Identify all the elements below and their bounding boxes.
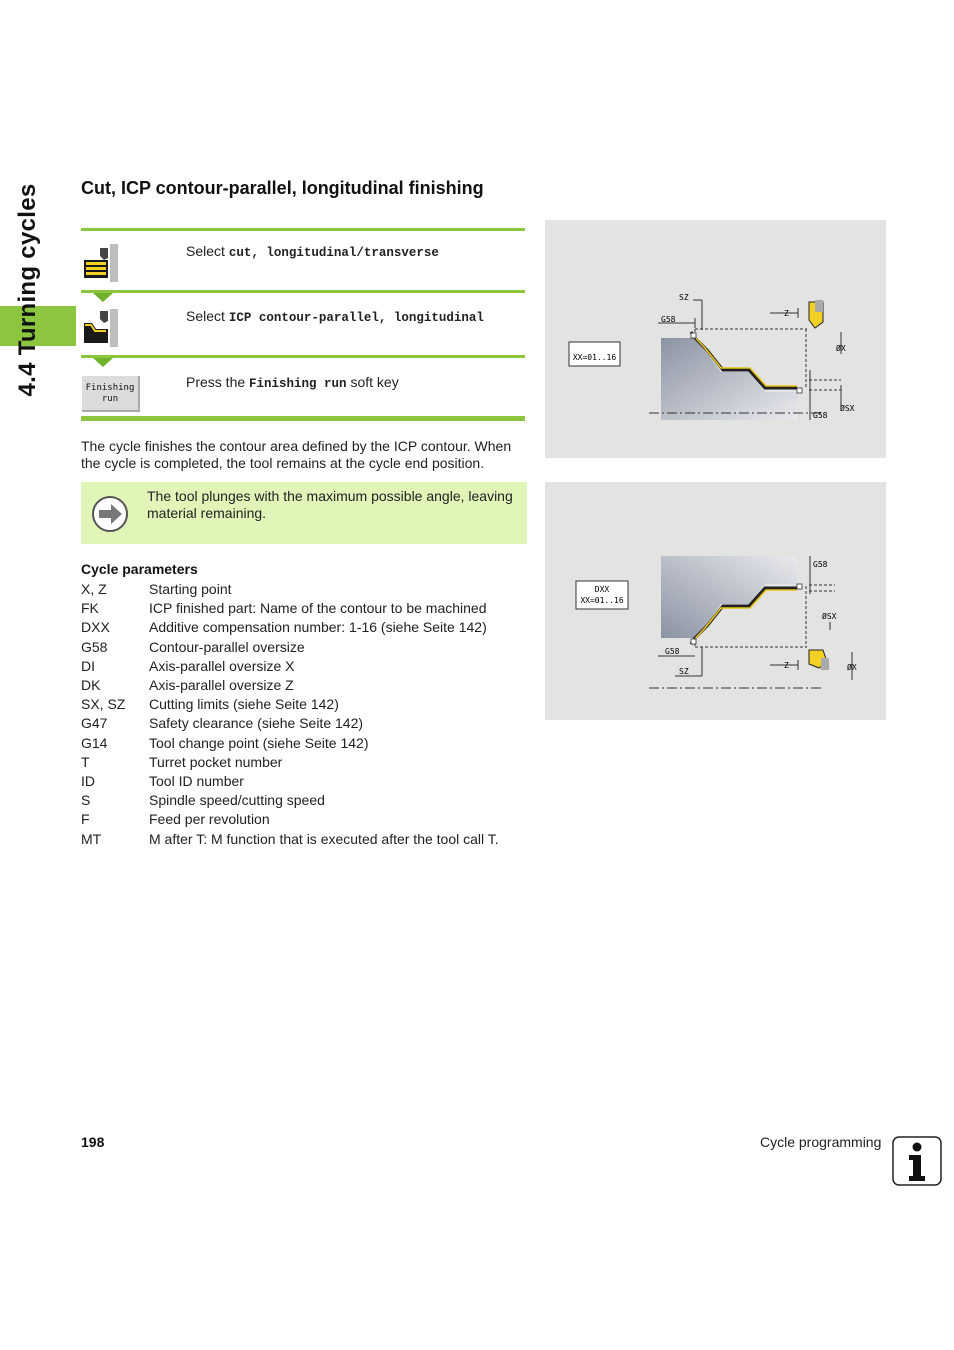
- param-desc: Safety clearance (siehe Seite 142): [149, 715, 364, 732]
- page-number: 198: [81, 1134, 105, 1150]
- finishing-run-softkey[interactable]: Finishing run: [82, 376, 140, 412]
- param-key: T: [81, 753, 90, 770]
- figure-top: [545, 220, 886, 458]
- param-desc: M after T: M function that is executed after the tool call T.: [149, 830, 499, 847]
- param-desc: Axis-parallel oversize Z: [149, 677, 294, 693]
- figure-bottom-diagram: [545, 482, 886, 720]
- svg-text:G58: G58: [661, 315, 676, 324]
- param-desc: Cutting limits (siehe Seite 142): [149, 696, 339, 713]
- chapter-side-title: [2, 180, 54, 400]
- param-desc: Axis-parallel oversize X: [149, 657, 295, 674]
- param-desc: Tool change point (siehe Seite 142): [149, 734, 369, 751]
- icp-contour-parallel-icon: [82, 309, 118, 347]
- note-text: The tool plunges with the maximum possible angle, leaving material remaining.: [147, 488, 513, 521]
- param-row: [81, 773, 244, 789]
- param-row: [81, 715, 363, 731]
- svg-text:ØX: ØX: [847, 663, 857, 672]
- menu-cut-longitudinal: cut, longitudinal/transverse: [228, 246, 439, 260]
- figure-top-diagram: [545, 220, 886, 458]
- step-divider: [81, 355, 525, 358]
- step-2-text: Select ICP contour-parallel, longitudinal: [186, 308, 484, 325]
- param-desc: Spindle speed/cutting speed: [149, 792, 325, 809]
- param-key: G47: [81, 715, 108, 732]
- chapter-title-text: 4.4 Turning cycles: [14, 183, 41, 397]
- param-row: [81, 639, 305, 655]
- svg-text:SZ: SZ: [679, 293, 689, 302]
- cut-longitudinal-icon: [82, 244, 118, 282]
- param-key: F: [81, 811, 90, 828]
- param-key: X, Z: [81, 581, 107, 597]
- param-row: [81, 619, 487, 635]
- step-divider: [81, 416, 525, 421]
- param-row: [81, 658, 295, 674]
- param-desc: Additive compensation number: 1-16 (siehe Seite 142): [149, 619, 487, 636]
- param-key: G14: [81, 734, 108, 751]
- param-desc: Starting point: [149, 581, 232, 597]
- note-box: [81, 482, 527, 544]
- svg-text:DXX: DXX: [594, 585, 610, 594]
- param-desc: Feed per revolution: [149, 811, 270, 828]
- info-icon: [892, 1136, 942, 1186]
- param-key: DI: [81, 657, 95, 674]
- svg-text:G58: G58: [813, 411, 828, 420]
- param-row: [81, 696, 339, 712]
- figure1-label-compensation: XX=01..16: [572, 353, 617, 362]
- menu-icp-contour-parallel: ICP contour-parallel, longitudinal: [228, 311, 484, 325]
- param-row: [81, 735, 368, 751]
- param-row: [81, 811, 270, 827]
- step-arrow-icon: [92, 292, 114, 302]
- step-1-text: Select cut, longitudinal/transverse: [186, 243, 439, 260]
- param-key: DK: [81, 677, 101, 693]
- param-key: FK: [81, 600, 99, 617]
- param-desc: Contour-parallel oversize: [149, 638, 305, 655]
- step-divider: [81, 290, 525, 293]
- figure-bottom: [545, 482, 886, 720]
- param-row: [81, 581, 232, 597]
- param-key: ID: [81, 773, 95, 789]
- cycle-description: The cycle finishes the contour area defined by the ICP contour. When the cycle is completed, the tool remains at the cycle end position.: [81, 438, 512, 471]
- svg-text:ØX: ØX: [836, 344, 846, 353]
- params-heading: Cycle parameters: [81, 561, 198, 577]
- page-title: Cut, ICP contour-parallel, longitudinal finishing: [81, 178, 484, 198]
- step-3-text: Press the Finishing run soft key: [186, 374, 399, 391]
- step-divider: [81, 228, 525, 231]
- svg-text:G58: G58: [665, 647, 680, 656]
- footer-chapter: Cycle programming: [760, 1134, 882, 1150]
- param-desc: Tool ID number: [149, 773, 244, 789]
- param-key: DXX: [81, 619, 110, 636]
- param-row: [81, 754, 282, 770]
- param-key: MT: [81, 830, 102, 847]
- param-key: G58: [81, 638, 108, 655]
- param-key: SX, SZ: [81, 696, 126, 713]
- svg-text:ØSX: ØSX: [822, 612, 837, 621]
- param-row: [81, 677, 294, 693]
- arrow-right-circle-icon: [91, 495, 129, 533]
- param-desc: ICP finished part: Name of the contour to be machined: [149, 600, 487, 617]
- param-desc: Turret pocket number: [149, 753, 283, 770]
- svg-text:Z: Z: [784, 661, 789, 670]
- param-row: [81, 831, 499, 847]
- param-row: [81, 600, 487, 616]
- svg-text:SZ: SZ: [679, 667, 689, 676]
- svg-text:XX=01..16: XX=01..16: [580, 596, 624, 605]
- svg-text:ØSX: ØSX: [840, 404, 855, 413]
- svg-text:Z: Z: [784, 309, 789, 318]
- step-arrow-icon: [92, 357, 114, 367]
- svg-text:G58: G58: [813, 560, 828, 569]
- param-key: S: [81, 792, 91, 809]
- param-row: [81, 792, 325, 808]
